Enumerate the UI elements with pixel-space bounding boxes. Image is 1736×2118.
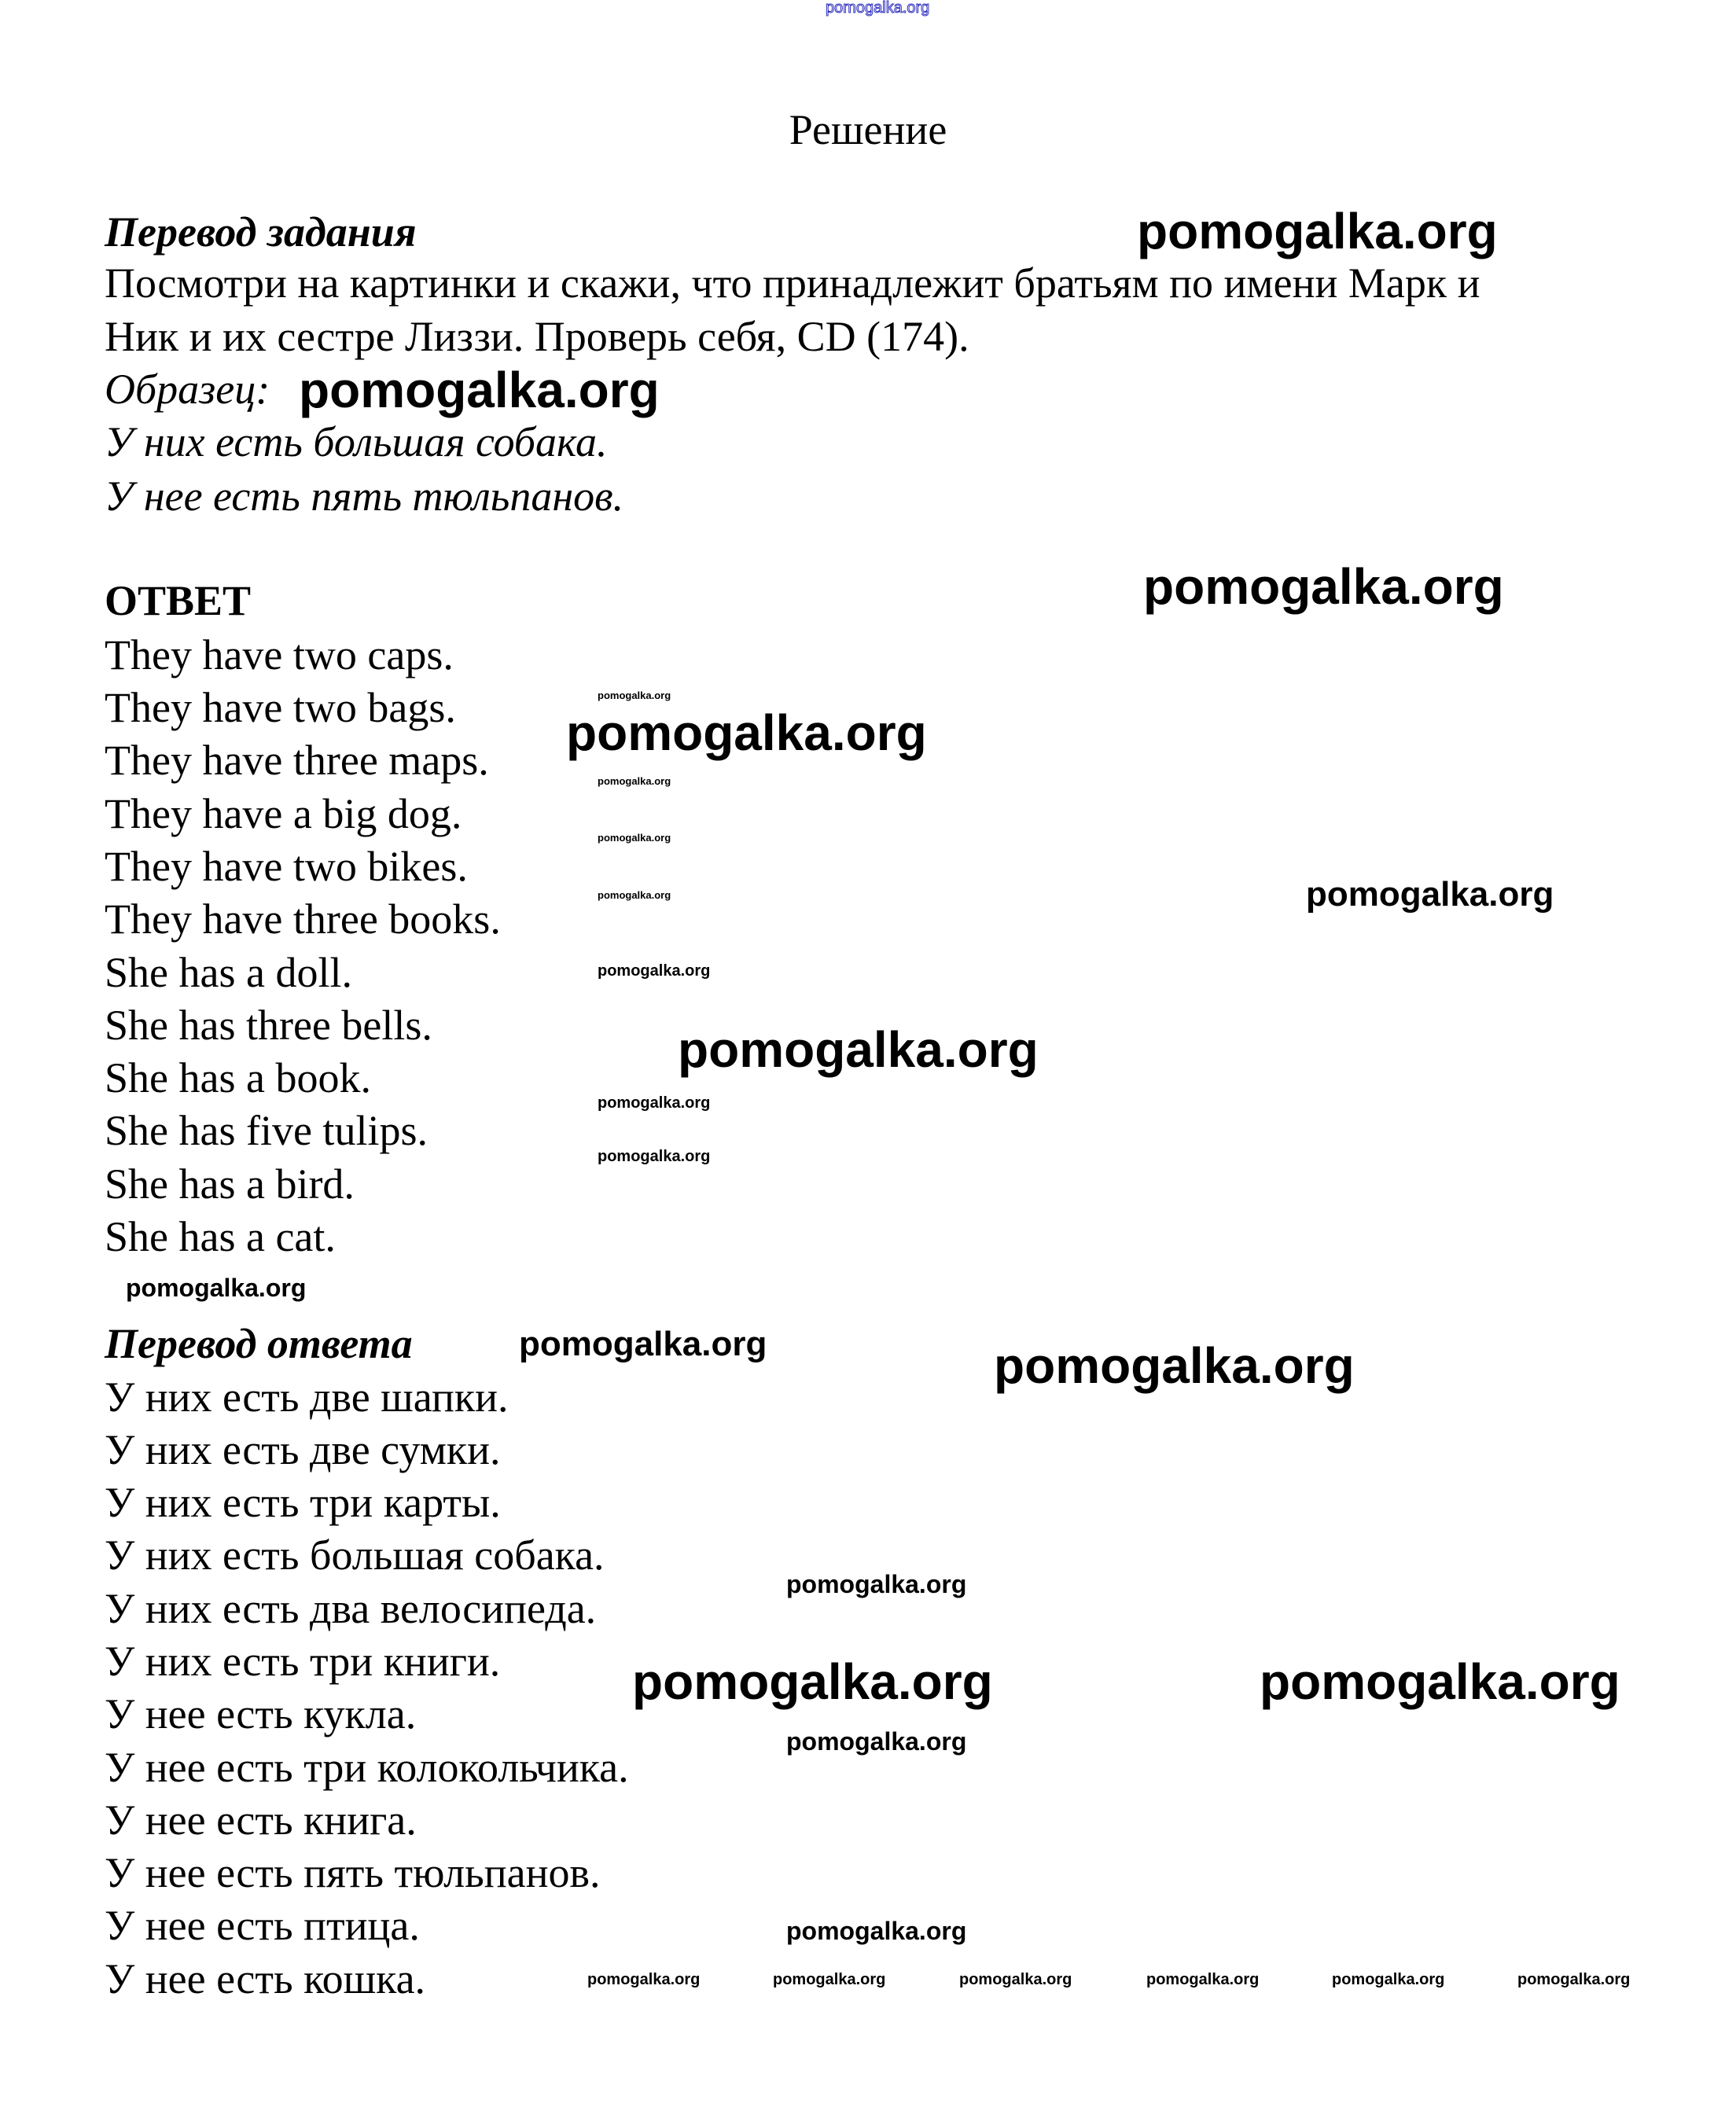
page-title: Решение	[789, 106, 947, 153]
watermark: pomogalka.org	[959, 1971, 1072, 1988]
watermark: pomogalka.org	[598, 889, 671, 901]
task-text-line: Посмотри на картинки и скажи, что принадлежит братьям по имени Марк и	[105, 259, 1480, 307]
answer-line: She has a book.	[105, 1054, 371, 1101]
watermark: pomogalka.org	[773, 1971, 886, 1988]
answer-heading: ОТВЕТ	[105, 577, 252, 624]
watermark: pomogalka.org	[632, 1653, 993, 1710]
sample-line: У нее есть пять тюльпанов.	[105, 473, 624, 520]
answer-line: They have a big dog.	[105, 790, 462, 837]
translation-line: У них есть три карты.	[105, 1479, 501, 1526]
translation-line: У них есть три книги.	[105, 1638, 501, 1685]
translation-line: У них есть две сумки.	[105, 1426, 501, 1473]
watermark: pomogalka.org	[786, 1570, 967, 1598]
answer-line: They have three maps.	[105, 737, 489, 784]
watermark: pomogalka.org	[1137, 203, 1498, 259]
translation-line: У них есть две шапки.	[105, 1373, 509, 1421]
watermark: pomogalka.org	[826, 0, 930, 17]
answer-line: They have two bikes.	[105, 843, 468, 890]
translation-line: У них есть два велосипеда.	[105, 1585, 597, 1632]
answer-line: She has a cat.	[105, 1213, 336, 1260]
watermark: pomogalka.org	[786, 1727, 967, 1756]
watermark: pomogalka.org	[1260, 1653, 1620, 1710]
translation-heading: Перевод ответа	[105, 1320, 413, 1367]
answer-line: They have three books.	[105, 895, 501, 943]
translation-line: У них есть большая собака.	[105, 1532, 605, 1579]
watermark: pomogalka.org	[519, 1325, 767, 1363]
answer-line: They have two caps.	[105, 631, 454, 678]
translation-line: У нее есть книга.	[105, 1796, 417, 1844]
watermark: pomogalka.org	[566, 704, 927, 761]
translation-line: У нее есть пять тюльпанов.	[105, 1849, 601, 1896]
answer-line: They have two bags.	[105, 684, 456, 731]
watermark: pomogalka.org	[126, 1274, 307, 1302]
translation-line: У нее есть три колокольчика.	[105, 1744, 629, 1791]
watermark: pomogalka.org	[598, 689, 671, 701]
answer-line: She has three bells.	[105, 1002, 432, 1049]
task-text-line: Ник и их сестре Лиззи. Проверь себя, CD (174).	[105, 313, 969, 360]
translation-line: У нее есть птица.	[105, 1902, 420, 1949]
translation-line: У нее есть кукла.	[105, 1690, 417, 1737]
answer-line: She has five tulips.	[105, 1107, 428, 1154]
answer-line: She has a doll.	[105, 949, 352, 996]
watermark: pomogalka.org	[598, 1148, 711, 1165]
watermark: pomogalka.org	[1143, 558, 1504, 615]
watermark: pomogalka.org	[786, 1917, 967, 1945]
answer-line: She has a bird.	[105, 1160, 355, 1208]
watermark: pomogalka.org	[587, 1971, 701, 1988]
sample-line: У них есть большая собака.	[105, 418, 608, 465]
translation-line: У нее есть кошка.	[105, 1955, 426, 2002]
watermark: pomogalka.org	[598, 775, 671, 787]
watermark: pomogalka.org	[678, 1021, 1039, 1078]
watermark: pomogalka.org	[598, 962, 711, 980]
task-heading: Перевод задания	[105, 208, 417, 256]
watermark: pomogalka.org	[1306, 875, 1554, 914]
watermark: pomogalka.org	[1517, 1971, 1631, 1988]
watermark: pomogalka.org	[994, 1337, 1355, 1394]
watermark: pomogalka.org	[1146, 1971, 1260, 1988]
watermark: pomogalka.org	[598, 1094, 711, 1112]
watermark: pomogalka.org	[598, 832, 671, 844]
watermark: pomogalka.org	[299, 362, 660, 418]
watermark: pomogalka.org	[1332, 1971, 1445, 1988]
sample-label: Образец:	[105, 366, 270, 413]
